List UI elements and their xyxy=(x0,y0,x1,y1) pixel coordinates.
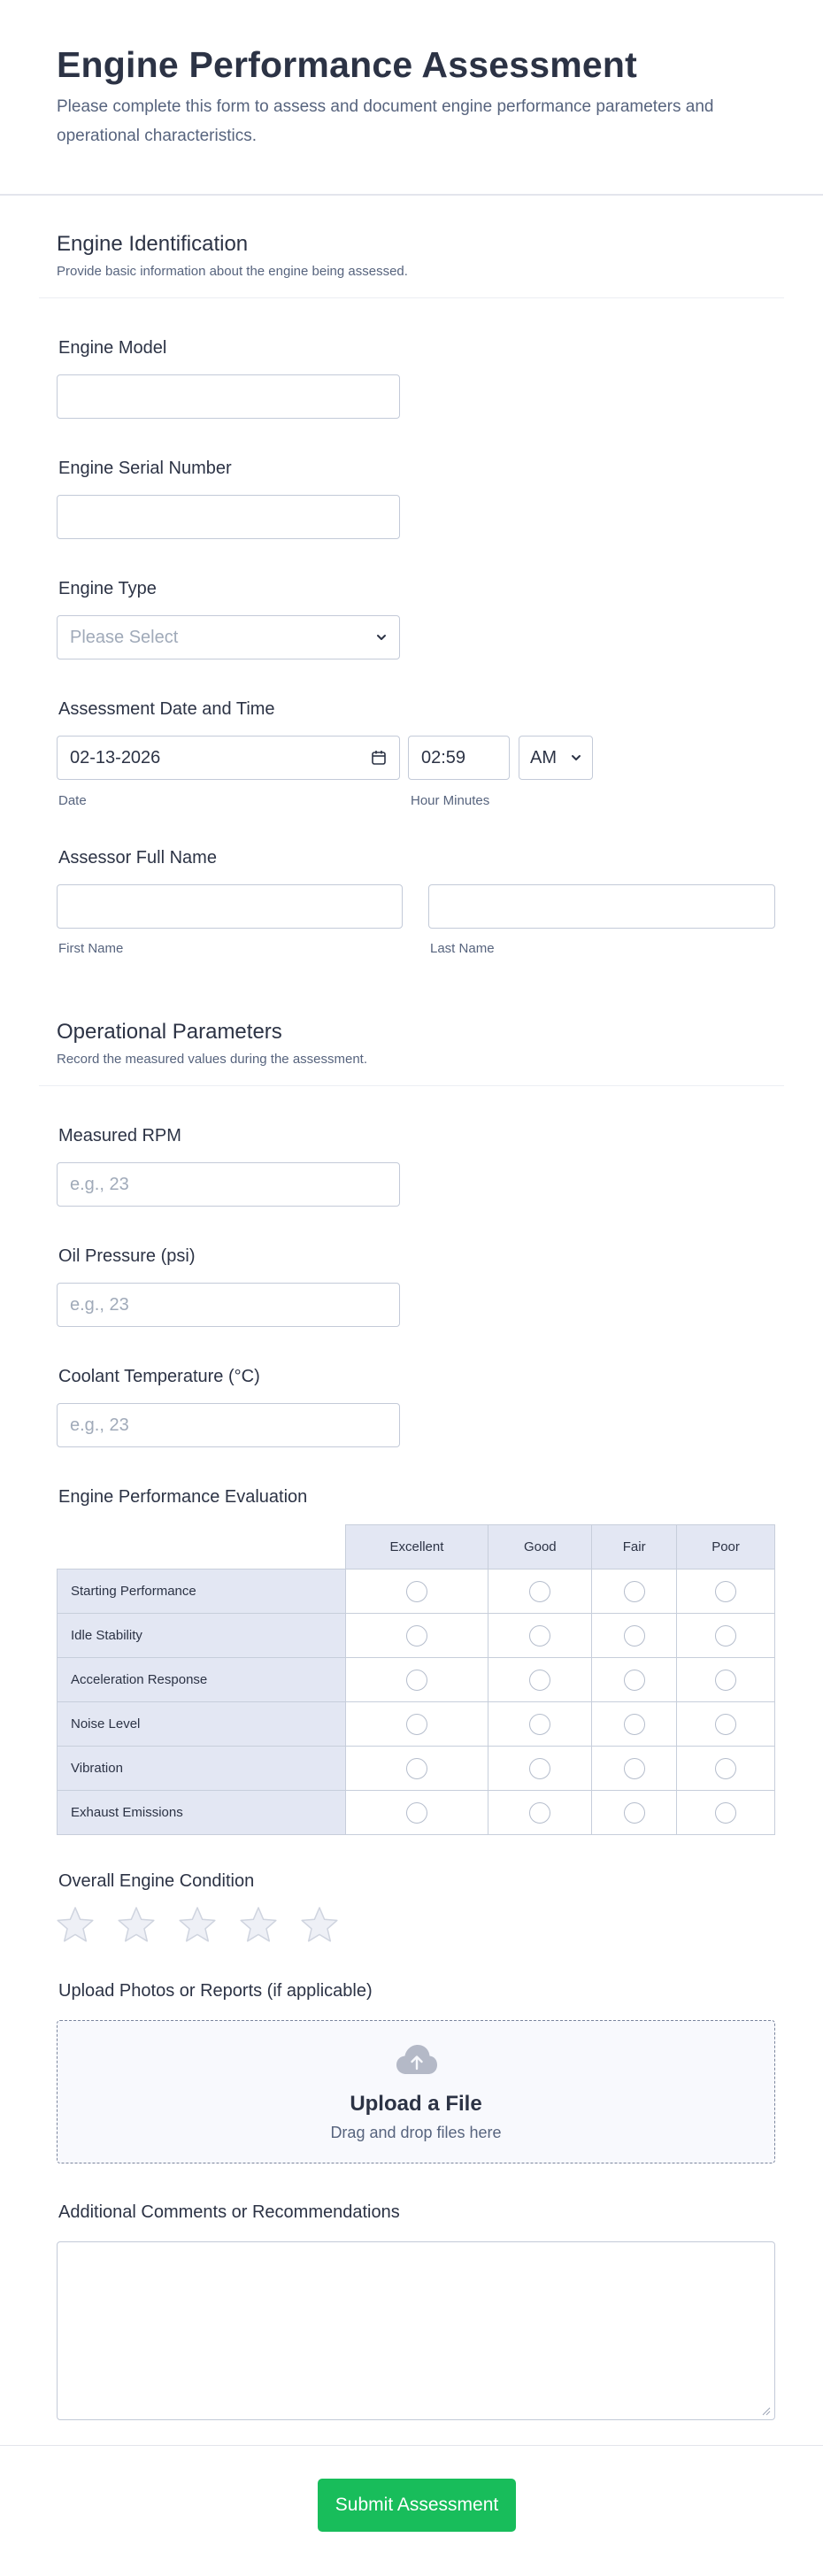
rpm-input[interactable] xyxy=(57,1162,400,1207)
upload-title: Upload a File xyxy=(350,2092,482,2116)
matrix-cell xyxy=(345,1791,488,1835)
matrix-col-header: Fair xyxy=(592,1525,677,1570)
section-title-identification: Engine Identification xyxy=(57,232,249,256)
radio-button[interactable] xyxy=(406,1714,427,1735)
star-icon[interactable] xyxy=(55,1905,96,1944)
radio-button[interactable] xyxy=(624,1670,645,1691)
matrix-row xyxy=(58,1747,775,1791)
submit-button[interactable]: Submit Assessment xyxy=(318,2479,516,2532)
date-input[interactable] xyxy=(57,736,400,780)
engine-model-input[interactable] xyxy=(57,374,400,419)
radio-button[interactable] xyxy=(624,1581,645,1602)
first-name-input[interactable] xyxy=(57,884,403,929)
ampm-value: AM xyxy=(530,747,557,767)
radio-button[interactable] xyxy=(715,1714,736,1735)
matrix-header-row xyxy=(58,1525,775,1570)
coolant-temp-input[interactable] xyxy=(57,1403,400,1447)
matrix-row xyxy=(58,1614,775,1658)
radio-button[interactable] xyxy=(529,1670,550,1691)
section-divider xyxy=(39,297,784,298)
matrix-cell xyxy=(488,1747,592,1791)
chevron-down-icon xyxy=(571,752,581,763)
matrix-cell xyxy=(677,1702,775,1747)
matrix-row-label: Starting Performance xyxy=(58,1570,346,1614)
matrix-cell xyxy=(488,1702,592,1747)
comments-label: Additional Comments or Recommendations xyxy=(58,2202,400,2222)
footer-divider xyxy=(0,2445,823,2446)
radio-button[interactable] xyxy=(624,1714,645,1735)
radio-button[interactable] xyxy=(624,1625,645,1647)
evaluation-matrix xyxy=(57,1524,775,1835)
radio-button[interactable] xyxy=(529,1802,550,1824)
matrix-row-label: Vibration xyxy=(58,1747,346,1791)
matrix-cell xyxy=(488,1791,592,1835)
matrix-corner xyxy=(58,1525,346,1570)
section-divider xyxy=(39,1085,784,1086)
matrix-cell xyxy=(345,1570,488,1614)
matrix-cell xyxy=(592,1747,677,1791)
matrix-row-label: Noise Level xyxy=(58,1702,346,1747)
matrix-cell xyxy=(677,1747,775,1791)
serial-number-input[interactable] xyxy=(57,495,400,539)
matrix-cell xyxy=(345,1702,488,1747)
matrix-cell xyxy=(592,1658,677,1702)
last-name-sublabel: Last Name xyxy=(430,941,495,956)
matrix-cell xyxy=(345,1747,488,1791)
engine-type-placeholder: Please Select xyxy=(70,627,179,647)
radio-button[interactable] xyxy=(624,1758,645,1779)
header-divider xyxy=(0,194,823,196)
radio-button[interactable] xyxy=(529,1758,550,1779)
comments-textarea[interactable] xyxy=(57,2241,775,2420)
matrix-cell xyxy=(488,1570,592,1614)
oil-pressure-label: Oil Pressure (psi) xyxy=(58,1246,196,1266)
time-value: 02:59 xyxy=(421,747,466,767)
upload-subtitle: Drag and drop files here xyxy=(330,2124,502,2141)
matrix-col-header: Poor xyxy=(677,1525,775,1570)
star-icon[interactable] xyxy=(177,1905,218,1944)
serial-number-label: Engine Serial Number xyxy=(58,459,232,478)
engine-type-label: Engine Type xyxy=(58,579,157,598)
radio-button[interactable] xyxy=(406,1670,427,1691)
matrix-row xyxy=(58,1570,775,1614)
radio-button[interactable] xyxy=(715,1802,736,1824)
resize-handle-icon[interactable] xyxy=(760,2405,771,2416)
radio-button[interactable] xyxy=(406,1625,427,1647)
radio-button[interactable] xyxy=(715,1581,736,1602)
chevron-down-icon xyxy=(376,632,387,643)
matrix-row-label: Acceleration Response xyxy=(58,1658,346,1702)
matrix-cell xyxy=(488,1658,592,1702)
radio-button[interactable] xyxy=(529,1581,550,1602)
matrix-cell xyxy=(592,1702,677,1747)
section-title-operational: Operational Parameters xyxy=(57,1020,282,1044)
radio-button[interactable] xyxy=(529,1625,550,1647)
matrix-cell xyxy=(592,1614,677,1658)
star-icon[interactable] xyxy=(116,1905,157,1944)
radio-button[interactable] xyxy=(406,1802,427,1824)
matrix-cell xyxy=(592,1570,677,1614)
matrix-row xyxy=(58,1658,775,1702)
matrix-cell xyxy=(677,1791,775,1835)
section-subtitle-identification: Provide basic information about the engine being assessed. xyxy=(57,264,408,279)
matrix-cell xyxy=(677,1658,775,1702)
date-value: 02-13-2026 xyxy=(70,747,161,767)
file-upload-dropzone[interactable] xyxy=(57,2020,775,2163)
engine-model-label: Engine Model xyxy=(58,338,167,358)
radio-button[interactable] xyxy=(715,1758,736,1779)
star-icon[interactable] xyxy=(299,1905,340,1944)
matrix-row xyxy=(58,1702,775,1747)
evaluation-label: Engine Performance Evaluation xyxy=(58,1487,308,1507)
star-icon[interactable] xyxy=(238,1905,279,1944)
upload-label: Upload Photos or Reports (if applicable) xyxy=(58,1981,373,2001)
time-input[interactable] xyxy=(408,736,510,780)
first-name-sublabel: First Name xyxy=(58,941,124,956)
section-subtitle-operational: Record the measured values during the assessment. xyxy=(57,1052,368,1067)
time-sublabel: Hour Minutes xyxy=(411,793,490,808)
matrix-cell xyxy=(592,1791,677,1835)
oil-pressure-input[interactable] xyxy=(57,1283,400,1327)
ampm-select[interactable] xyxy=(519,736,593,780)
radio-button[interactable] xyxy=(715,1625,736,1647)
matrix-cell xyxy=(345,1614,488,1658)
coolant-temp-label: Coolant Temperature (°C) xyxy=(58,1367,260,1386)
form-title: Engine Performance Assessment xyxy=(57,44,637,85)
matrix-cell xyxy=(677,1614,775,1658)
form-description: Please complete this form to assess and document engine performance parameters and operational characteristics. xyxy=(57,97,714,145)
matrix-cell xyxy=(677,1570,775,1614)
radio-button[interactable] xyxy=(624,1802,645,1824)
radio-button[interactable] xyxy=(406,1758,427,1779)
rpm-label: Measured RPM xyxy=(58,1126,181,1145)
matrix-row xyxy=(58,1791,775,1835)
matrix-col-header: Good xyxy=(488,1525,592,1570)
matrix-col-header: Excellent xyxy=(345,1525,488,1570)
matrix-cell xyxy=(345,1658,488,1702)
matrix-row-label: Exhaust Emissions xyxy=(58,1791,346,1835)
engine-type-select[interactable] xyxy=(57,615,400,659)
assessor-name-label: Assessor Full Name xyxy=(58,848,217,868)
radio-button[interactable] xyxy=(715,1670,736,1691)
overall-condition-label: Overall Engine Condition xyxy=(58,1871,255,1891)
radio-button[interactable] xyxy=(529,1714,550,1735)
matrix-cell xyxy=(488,1614,592,1658)
matrix-row-label: Idle Stability xyxy=(58,1614,346,1658)
date-sublabel: Date xyxy=(58,793,87,808)
assessment-datetime-label: Assessment Date and Time xyxy=(58,699,275,719)
cloud-upload-icon xyxy=(396,2044,438,2076)
last-name-input[interactable] xyxy=(428,884,775,929)
radio-button[interactable] xyxy=(406,1581,427,1602)
calendar-icon[interactable] xyxy=(371,750,387,766)
